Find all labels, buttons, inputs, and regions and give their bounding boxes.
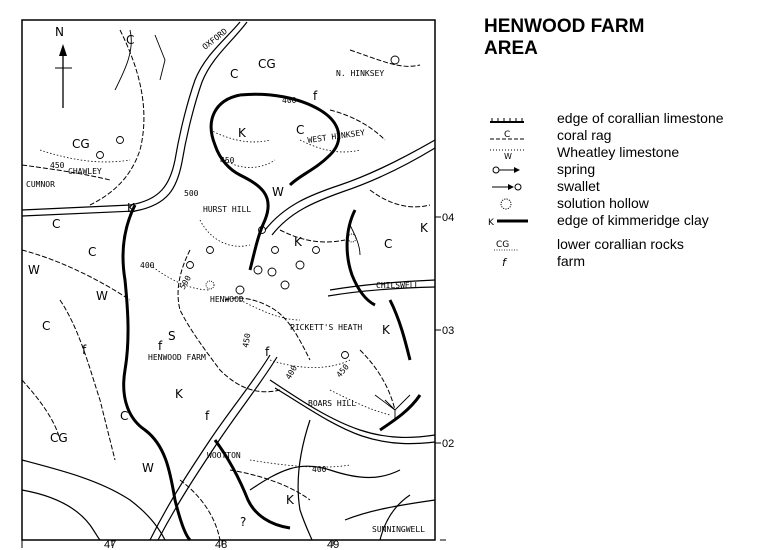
easting-47: 47 — [104, 539, 117, 550]
geo-letter-c: C — [42, 319, 51, 333]
legend-label: farm — [557, 253, 585, 269]
geo-letter-k: K — [175, 387, 183, 401]
contour-label: 450 — [50, 161, 65, 170]
easting-49: 49 — [327, 539, 340, 550]
place-n-hinksey: N. HINKSEY — [336, 69, 385, 78]
legend-label: spring — [557, 161, 596, 177]
map-title-line-1: HENWOOD FARM — [484, 16, 645, 37]
svg-text:K: K — [488, 218, 494, 228]
geo-letter-unknown: ? — [240, 515, 247, 529]
contour-label: 500 — [177, 273, 193, 291]
geo-letter-w: W — [272, 185, 284, 199]
place-oxford: OXFORD — [200, 26, 230, 52]
geo-letter-k: K — [127, 201, 135, 215]
contour-label: 500 — [184, 189, 199, 198]
legend-item-wheatley-limestone — [484, 144, 774, 161]
svg-text:C: C — [504, 130, 511, 140]
legend-label: solution hollow — [557, 195, 649, 211]
legend-item-swallet — [484, 178, 774, 195]
contour-label: 450 — [334, 362, 351, 380]
place-picketts-heath: PICKETT'S HEATH — [290, 323, 363, 332]
svg-text:f: f — [502, 256, 506, 269]
spring-symbol-icon — [484, 161, 544, 178]
legend-label: Wheatley limestone — [557, 144, 680, 160]
place-sunningwell: SUNNINGWELL — [372, 525, 425, 534]
place-cumnor: CUMNOR — [26, 180, 55, 189]
svg-text:CG: CG — [496, 240, 510, 250]
geo-letter-f: f — [313, 89, 318, 103]
kimmeridge-clay-edges — [123, 94, 420, 540]
geo-letter-w: W — [96, 289, 108, 303]
contour-label: 400 — [140, 261, 155, 270]
geo-letter-k: K — [382, 323, 390, 337]
grid-ticks — [22, 217, 446, 548]
grid-labels — [104, 212, 454, 550]
corallian-edge-symbol-icon — [484, 110, 544, 127]
contour-label: 450 — [220, 156, 235, 165]
geo-letter-s: S — [168, 329, 176, 343]
lower-corallian-symbol-icon — [484, 236, 544, 253]
farm-symbol-icon — [484, 253, 544, 270]
geo-letter-k: K — [420, 221, 428, 235]
place-chilswell: CHILSWELL — [376, 281, 420, 290]
place-chawley: CHAWLEY — [68, 167, 102, 176]
contour-label: 400 — [283, 363, 299, 381]
geo-letter-n: N — [55, 25, 64, 39]
legend-label: edge of kimmeridge clay — [557, 212, 709, 228]
geo-letter-cg: CG — [258, 57, 276, 71]
map-title — [484, 16, 644, 60]
place-west-hinksey: WEST HINKSEY — [307, 128, 366, 145]
contour-label: 400 — [282, 96, 297, 105]
legend-item-coral-rag — [484, 127, 774, 144]
solution-hollow-symbol-icon — [484, 195, 544, 212]
geo-letter-c: C — [296, 123, 305, 137]
contour-label: 400 — [312, 465, 327, 474]
legend-label: edge of corallian limestone — [557, 110, 724, 126]
legend-item-lower-corallian — [484, 236, 774, 253]
legend-label: lower corallian rocks — [557, 236, 684, 252]
geo-letter-f: f — [265, 345, 270, 359]
svg-text:W: W — [504, 152, 512, 161]
contour-label: 450 — [241, 332, 253, 349]
geo-letter-cg: CG — [50, 431, 68, 445]
northing-03: 03 — [442, 325, 455, 337]
legend-item-farm — [484, 253, 774, 270]
legend-item-spring — [484, 161, 774, 178]
geo-letter-k: K — [238, 126, 246, 140]
swallet-symbol-icon — [484, 178, 544, 195]
legend-label: coral rag — [557, 127, 612, 143]
place-hurst-hill: HURST HILL — [203, 205, 252, 214]
geo-letter-c: C — [52, 217, 61, 231]
legend-item-solution-hollow — [484, 195, 774, 212]
easting-48: 48 — [215, 539, 228, 550]
coral-rag-symbol-icon — [484, 127, 544, 144]
geo-letter-c: C — [384, 237, 393, 251]
map-title-line-2: AREA — [484, 38, 538, 59]
wheatley-limestone-symbol-icon — [484, 144, 544, 161]
place-henwood: HENWOOD — [210, 295, 244, 304]
map-labels — [26, 25, 429, 534]
legend-label: swallet — [557, 178, 600, 194]
geo-letter-k: K — [286, 493, 294, 507]
north-arrow-icon — [55, 44, 72, 108]
kimmeridge-clay-edge-symbol-icon — [484, 212, 544, 229]
northing-04: 04 — [442, 212, 455, 224]
northing-02: 02 — [442, 438, 455, 450]
geo-letter-k: K — [294, 235, 302, 249]
place-boars-hill: BOARS HILL — [308, 399, 357, 408]
place-wootton: WOOTTON — [207, 451, 241, 460]
geo-letter-cg: CG — [72, 137, 90, 151]
geo-letter-w: W — [28, 263, 40, 277]
geo-letter-f: f — [158, 339, 163, 353]
geo-letter-f: f — [205, 409, 210, 423]
legend-item-corallian-edge — [484, 110, 774, 127]
geo-letter-f: f — [82, 343, 87, 357]
geo-letter-c: C — [126, 33, 135, 47]
legend-item-kimmeridge-clay-edge — [484, 212, 774, 229]
geo-letter-w: W — [142, 461, 154, 475]
place-henwood-farm: HENWOOD FARM — [148, 353, 206, 362]
geo-letter-c: C — [120, 409, 129, 423]
geo-letter-c: C — [230, 67, 239, 81]
geo-letter-c: C — [88, 245, 97, 259]
